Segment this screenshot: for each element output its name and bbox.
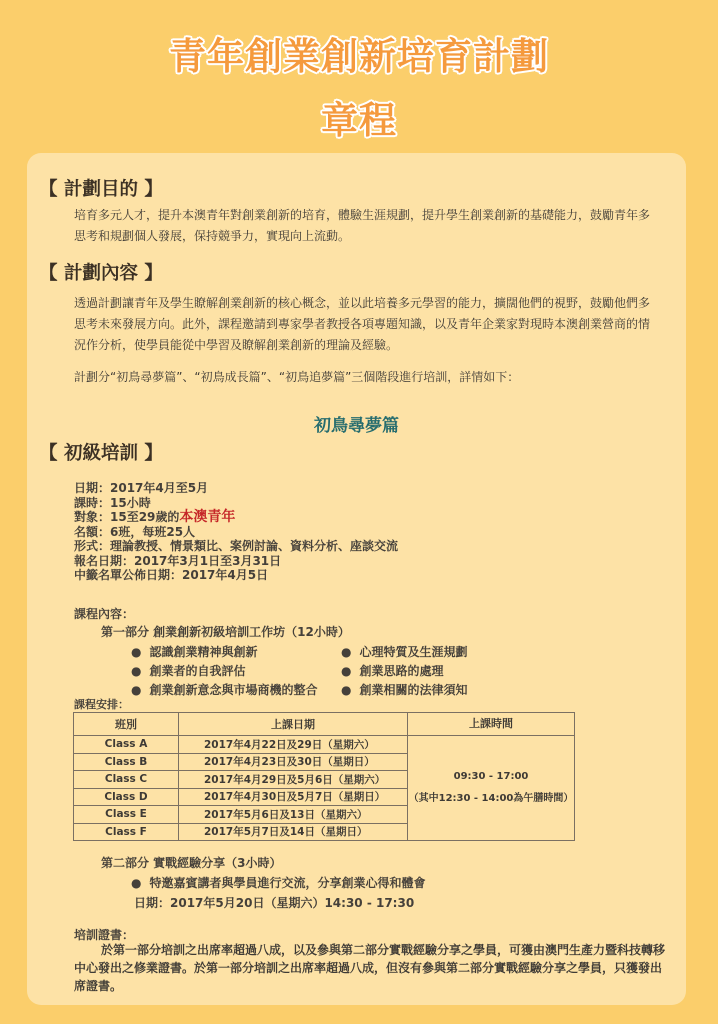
info-date: 日期：2017年4月至5月	[74, 481, 209, 495]
table-row	[74, 736, 575, 754]
page-title: 青年創業創新培育計劃	[169, 35, 549, 78]
header-class: 班別	[74, 713, 179, 736]
bullet-item: ● 創業思路的處理	[341, 662, 444, 679]
certificate-label: 培訓證書：	[74, 928, 135, 942]
stage-title: 初鳥尋夢篇	[314, 416, 399, 436]
schedule-table	[73, 712, 575, 841]
info-target-prefix: 對象：15至29歲的	[74, 510, 180, 524]
bullet-item: ● 創業相關的法律須知	[341, 681, 468, 698]
date-cell: 2017年4月29日及5月6日（星期六）	[179, 771, 408, 789]
bullet-item: ● 創業創新意念與市場商機的整合	[131, 681, 318, 698]
purpose-heading: 【 計劃目的 】	[39, 179, 163, 200]
part2-title: 第二部分 實戰經驗分享（3小時）	[101, 856, 282, 870]
table-header-row	[74, 713, 575, 736]
purpose-text: 培育多元人才，提升本澳青年對創業創新的培育，體驗生涯規劃，提升學生創業創新的基礎能力，鼓勵青年多思考和規劃個人發展，保持競爭力，實現向上流動。	[74, 208, 651, 243]
header-date: 上課日期	[179, 713, 408, 736]
info-hours: 課時：15小時	[74, 495, 151, 510]
date-cell: 2017年5月6日及13日（星期六）	[179, 806, 408, 824]
info-target	[74, 510, 398, 525]
bullet-item: ● 心理特質及生涯規劃	[341, 643, 468, 660]
info-quota: 名額：6班，每班25人	[74, 524, 196, 539]
content-text: 透過計劃讓青年及學生瞭解創業創新的核心概念，並以此培養多元學習的能力，擴闊他們的視野，鼓勵他們多思考未來發展方向。此外，課程邀請到專家學者教授各項專題知識，以及青年企業家對現時本澳創業營商的情況作分析，使學員能從中學習及瞭解創業創新的理論及經驗。	[74, 296, 651, 352]
date-cell: 2017年5月7日及14日（星期日）	[179, 823, 408, 841]
class-cell: Class C	[74, 771, 179, 789]
class-cell: Class E	[74, 806, 179, 824]
part2-bullet: ● 特邀嘉賓講者與學員進行交流，分享創業心得和體會	[131, 874, 426, 891]
content-card	[27, 153, 686, 1005]
date-cell: 2017年4月22日及29日（星期六）	[179, 736, 408, 754]
info-format: 形式：理論教授、情景類比、案例討論、資料分析、座談交流	[74, 539, 399, 553]
class-cell: Class B	[74, 753, 179, 771]
page-subtitle: 章程	[321, 99, 397, 142]
content-heading: 【 計劃內容 】	[39, 263, 163, 284]
class-cell: Class A	[74, 736, 179, 754]
basic-info	[74, 481, 398, 583]
course-label: 課程內容：	[74, 607, 135, 621]
class-cell: Class F	[74, 823, 179, 841]
schedule-label: 課程安排：	[74, 698, 129, 711]
stages-text: 計劃分“初鳥尋夢篇”、“初鳥成長篇”、“初鳥追夢篇”三個階段進行培訓，詳情如下：	[74, 370, 520, 384]
class-cell: Class D	[74, 788, 179, 806]
certificate-text: 於第一部分培訓之出席率超過八成，以及參與第二部分實戰經驗分享之學員，可獲由澳門生產力暨科技轉移中心發出之修業證書。於第一部分培訓之出席率超過八成，但沒有參與第二部分實戰經驗分享之學員，只獲發出席證書。	[74, 943, 666, 993]
date-cell: 2017年4月30日及5月7日（星期日）	[179, 788, 408, 806]
header-time: 上課時間	[408, 713, 575, 736]
date-cell: 2017年4月23日及30日（星期日）	[179, 753, 408, 771]
info-target-highlight: 本澳青年	[179, 509, 236, 525]
info-announce: 中籤名單公佈日期：2017年4月5日	[74, 568, 269, 582]
part2-date: 日期：2017年5月20日（星期六）14:30 - 17:30	[134, 896, 415, 910]
bullet-item: ● 創業者的自我評估	[131, 662, 246, 679]
basic-heading: 【 初級培訓 】	[39, 443, 163, 464]
part1-title: 第一部分 創業創新初級培訓工作坊（12小時）	[101, 625, 350, 639]
bullet-item: ● 認識創業精神與創新	[131, 643, 258, 660]
time-range: 09:30 - 17:00	[453, 771, 529, 782]
info-signup: 報名日期：2017年3月1日至3月31日	[74, 553, 282, 568]
time-note: （其中12:30 - 14:00為午膳時間）	[408, 793, 574, 804]
time-cell	[408, 736, 575, 841]
